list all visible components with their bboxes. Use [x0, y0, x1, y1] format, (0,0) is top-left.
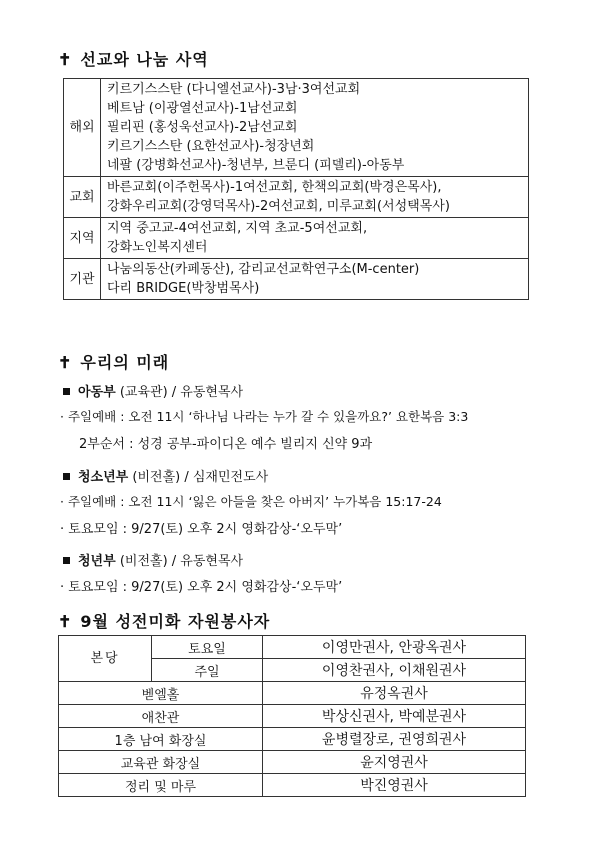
- volunteer-place: 교육관 화장실: [59, 751, 263, 774]
- bullet-square-icon: [63, 388, 70, 395]
- mission-line: 다리 BRIDGE(박창범목사): [107, 281, 260, 296]
- volunteer-row: [59, 751, 526, 774]
- mission-line: 키르기스스탄 (요한선교사)-청장년회: [107, 139, 315, 154]
- cross-icon: ✝: [58, 50, 73, 69]
- cross-icon: ✝: [58, 353, 73, 372]
- mission-section-title: ✝ 선교와 나눔 사역: [58, 50, 209, 69]
- main-hall-label: 본당: [59, 636, 152, 682]
- volunteers-table: [58, 635, 526, 797]
- volunteer-names: 유정옥권사: [263, 682, 526, 705]
- mission-line: 네팔 (강병화선교사)-청년부, 브룬디 (피델리)-아동부: [107, 158, 405, 173]
- mission-line: 강화우리교회(강영덕목사)-2여선교회, 미루교회(서성택목사): [107, 199, 450, 214]
- volunteer-names: 이영만권사, 안광옥권사: [263, 636, 526, 659]
- mission-line: 바른교회(이주헌목사)-1여선교회, 한책의교회(박경은목사),: [107, 180, 442, 195]
- mission-category: 지역: [64, 218, 101, 259]
- bullet-square-icon: [63, 473, 70, 480]
- volunteer-place: 1층 남여 화장실: [59, 728, 263, 751]
- volunteer-row: [59, 682, 526, 705]
- mission-category: 교회: [64, 177, 101, 218]
- youth-worship: · 주일예배 : 오전 11시 ‘잃은 아들을 찾은 아버지’ 누가복음 15:17-24: [60, 494, 442, 509]
- mission-line: 강화노인복지센터: [107, 240, 208, 255]
- youth-saturday: · 토요모임 : 9/27(토) 오후 2시 영화감상-‘오두막’: [60, 522, 343, 537]
- mission-row-overseas: [64, 79, 529, 177]
- young-adults-dept-heading: 청년부 (비전홀) / 유동현목사: [63, 550, 243, 569]
- volunteer-place: 벧엘홀: [59, 682, 263, 705]
- youth-dept-heading: 청소년부 (비전홀) / 심재민전도사: [63, 466, 268, 485]
- mission-category: 기관: [64, 259, 101, 300]
- volunteer-row: [59, 705, 526, 728]
- mission-row-institution: [64, 259, 529, 300]
- mission-category: 해외: [64, 79, 101, 177]
- cross-icon: ✝: [58, 612, 73, 631]
- mission-line: 베트남 (이광열선교사)-1남선교회: [107, 101, 298, 116]
- mission-line: 나눔의동산(카페동산), 감리교선교학연구소(M-center): [107, 262, 420, 277]
- volunteer-day: 토요일: [152, 636, 263, 659]
- volunteer-names: 윤지영권사: [263, 751, 526, 774]
- volunteers-section-title: ✝ 9월 성전미화 자원봉사자: [58, 612, 271, 631]
- mission-table: [63, 78, 529, 300]
- volunteer-names: 윤병렬장로, 권영희권사: [263, 728, 526, 751]
- mission-row-church: [64, 177, 529, 218]
- mission-row-region: [64, 218, 529, 259]
- children-worship: · 주일예배 : 오전 11시 ‘하나님 나라는 누가 갈 수 있을까요?’ 요한복음 3:3: [60, 409, 469, 424]
- volunteer-names: 박상신권사, 박예분권사: [263, 705, 526, 728]
- volunteer-place: 애찬관: [59, 705, 263, 728]
- volunteer-row: [59, 774, 526, 797]
- volunteer-row: [59, 728, 526, 751]
- children-program: 2부순서 : 성경 공부-파이디온 예수 빌리지 신약 9과: [79, 437, 373, 452]
- children-dept-heading: 아동부 (교육관) / 유동현목사: [63, 381, 243, 400]
- bullet-square-icon: [63, 557, 70, 564]
- young-adults-saturday: · 토요모임 : 9/27(토) 오후 2시 영화감상-‘오두막’: [60, 580, 343, 595]
- mission-line: 필리핀 (홍성욱선교사)-2남선교회: [107, 120, 298, 135]
- volunteer-names: 이영찬권사, 이채원권사: [263, 659, 526, 682]
- volunteer-place: 정리 및 마루: [59, 774, 263, 797]
- future-section-title: ✝ 우리의 미래: [58, 353, 170, 372]
- mission-line: 키르기스스탄 (다니엘선교사)-3남·3여선교회: [107, 82, 361, 97]
- volunteer-names: 박진영권사: [263, 774, 526, 797]
- volunteer-row: [59, 636, 526, 659]
- volunteer-day: 주일: [152, 659, 263, 682]
- mission-line: 지역 중고교-4여선교회, 지역 초교-5여선교회,: [107, 221, 368, 236]
